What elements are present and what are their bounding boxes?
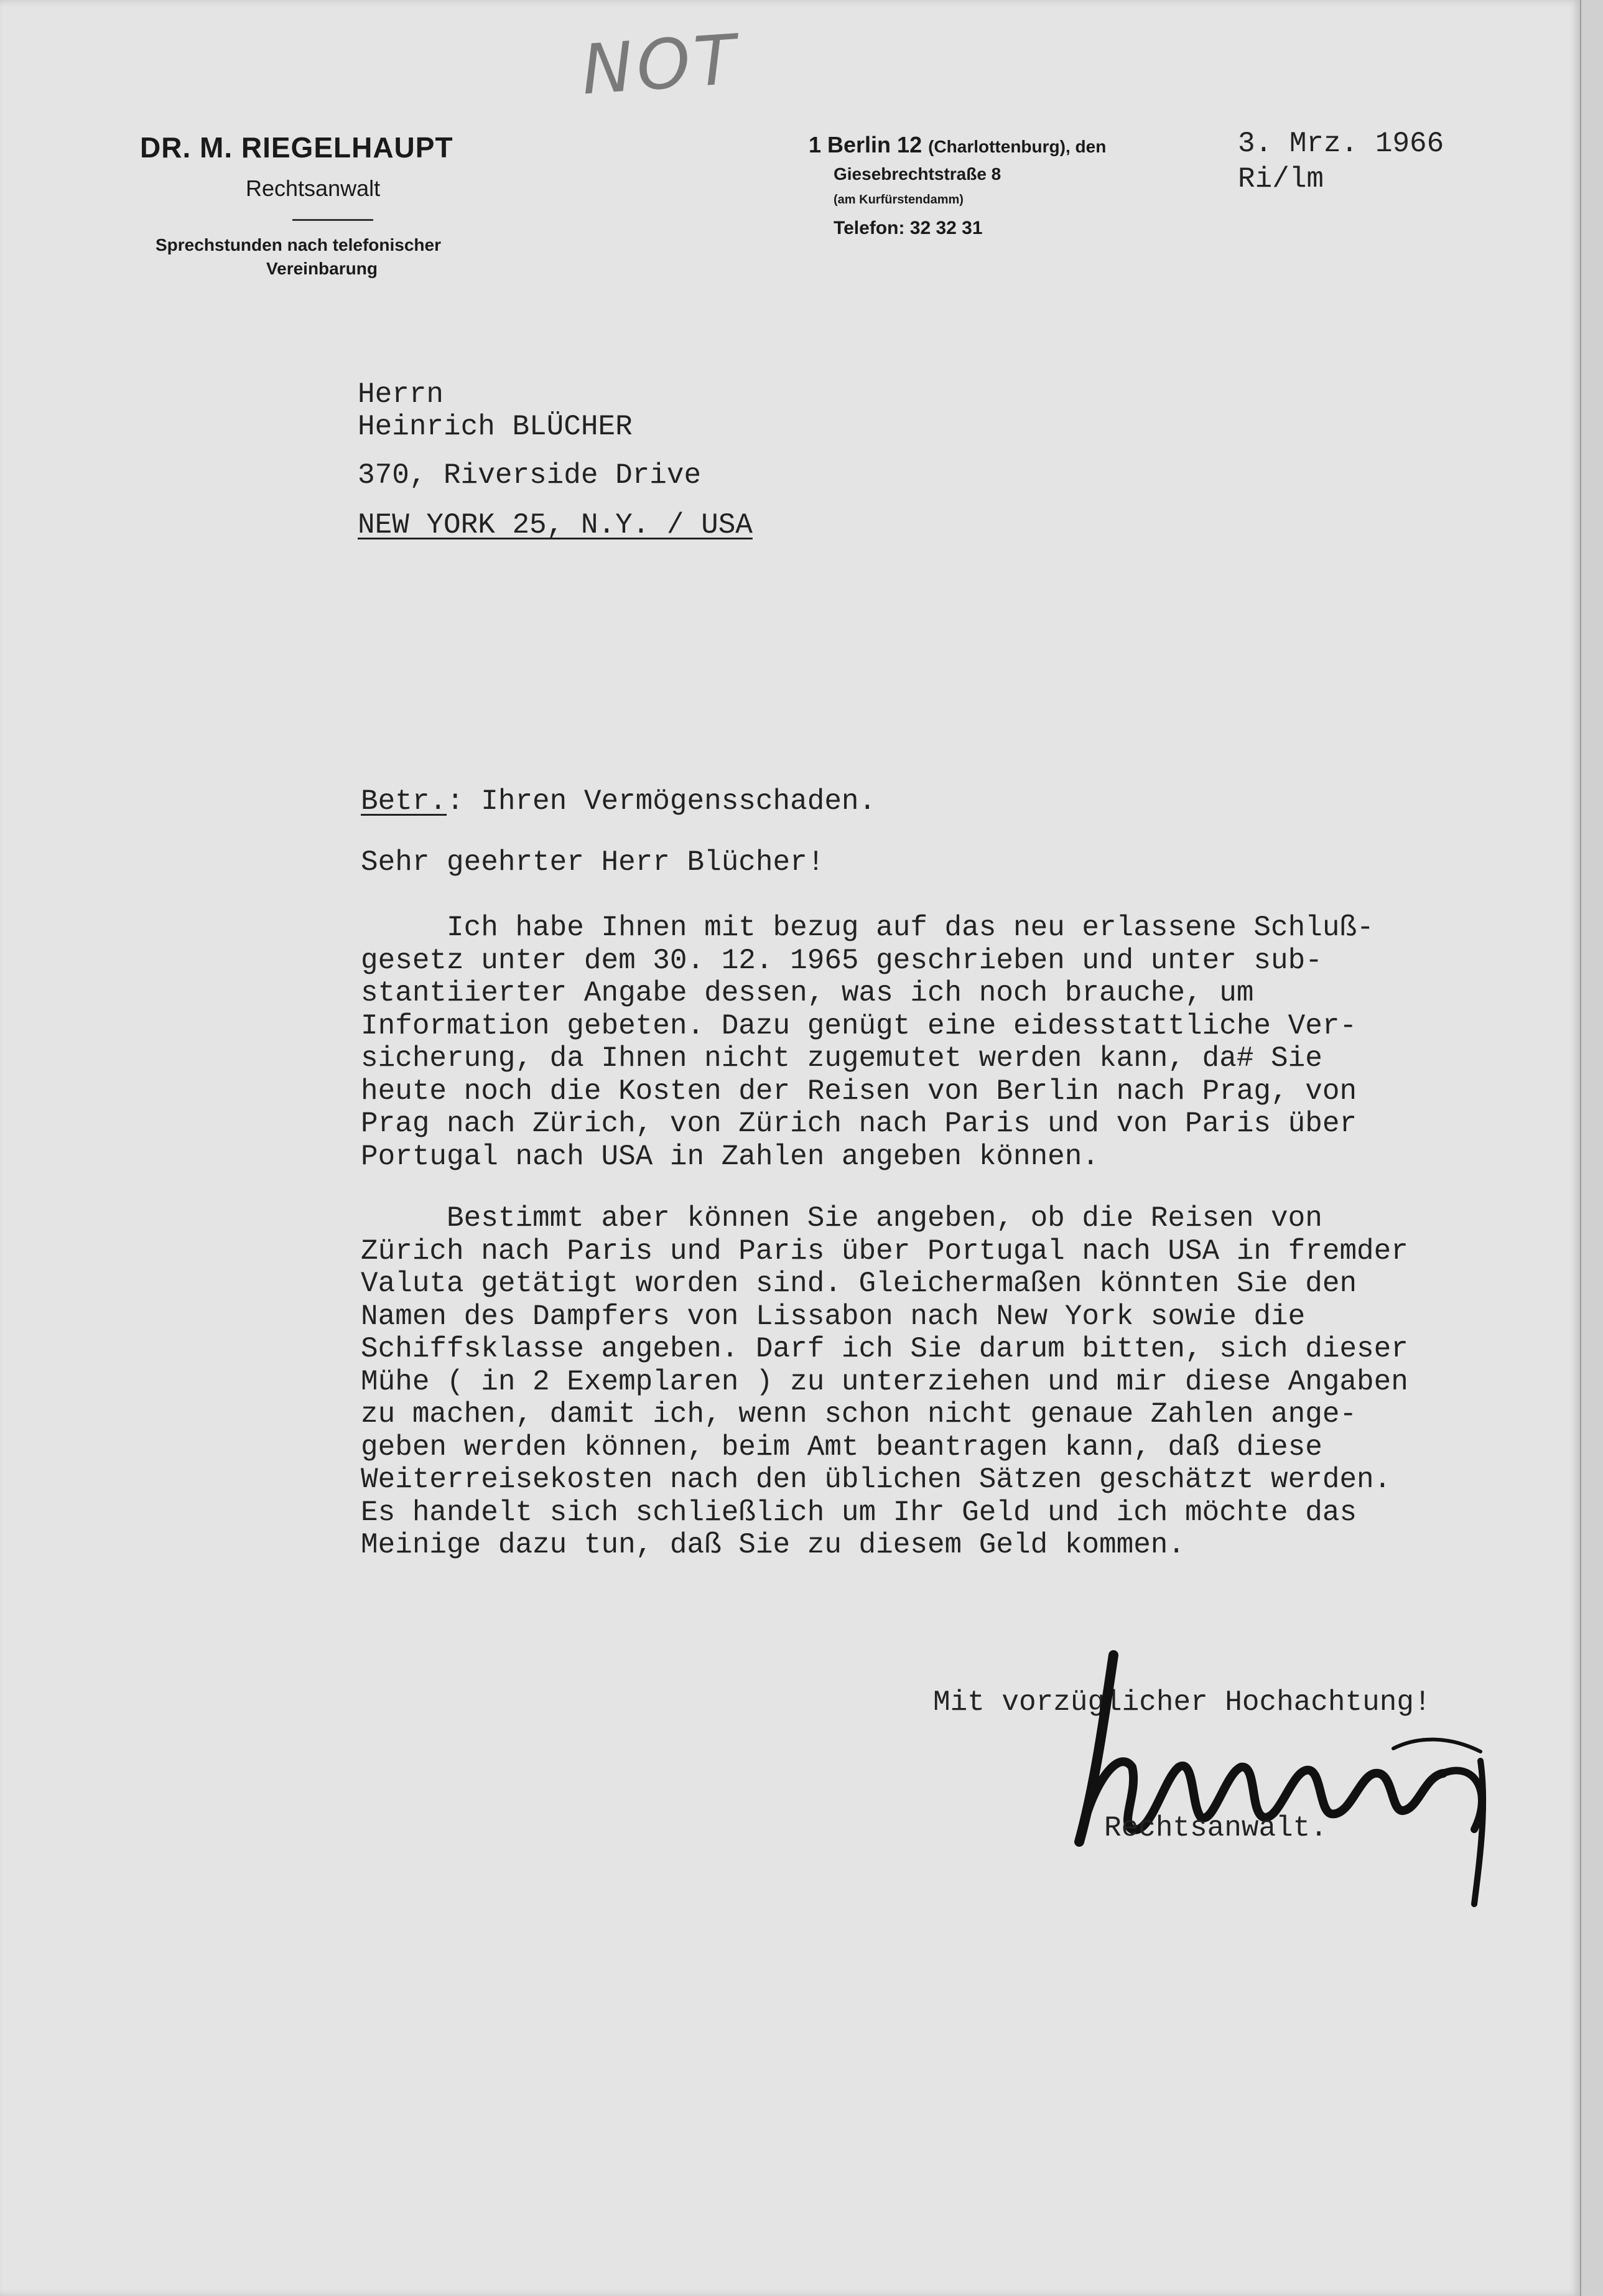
- paragraph-line: Schiffsklasse angeben. Darf ich Sie darum bitten, sich dieser: [361, 1333, 1408, 1365]
- paragraph-line: Es handelt sich schließlich um Ihr Geld und ich möchte das: [361, 1496, 1357, 1529]
- recipient-salutation: Herrn: [358, 378, 444, 411]
- page-edge: [1580, 0, 1603, 2296]
- greeting: Sehr geehrter Herr Blücher!: [361, 846, 825, 879]
- paragraph-line: heute noch die Kosten der Reisen von Berlin nach Prag, von: [361, 1075, 1357, 1108]
- letterhead-divider: [292, 219, 373, 221]
- paragraph-line: geben werden können, beim Amt beantragen kann, daß diese: [361, 1430, 1322, 1463]
- recipient-city: NEW YORK 25, N.Y. / USA: [358, 509, 753, 541]
- handwritten-annotation: NOT: [578, 19, 743, 110]
- paragraph-line: Information gebeten. Dazu genügt eine eidesstattliche Ver-: [361, 1009, 1357, 1042]
- handwritten-signature: [1045, 1643, 1543, 1923]
- paragraph-line: Portugal nach USA in Zahlen angeben können.: [361, 1140, 1099, 1173]
- paragraph-line: Bestimmt aber können Sie angeben, ob die Reisen von: [361, 1202, 1322, 1234]
- paragraph-line: Prag nach Zürich, von Zürich nach Paris und von Paris über: [361, 1108, 1357, 1140]
- sender-district: (Charlottenburg), den: [928, 137, 1107, 156]
- letterhead-hours-line1: Sprechstunden nach telefonischer: [156, 235, 441, 254]
- paragraph-line: gesetz unter dem 30. 12. 1965 geschrieben und unter sub-: [361, 944, 1322, 977]
- paragraph-line: sicherung, da Ihnen nicht zugemutet werden kann, da# Sie: [361, 1042, 1322, 1075]
- sender-city-line: [809, 132, 1106, 158]
- paragraph-line: Namen des Dampfers von Lissabon nach New York sowie die: [361, 1300, 1306, 1333]
- paragraph-line: Meinige dazu tun, daß Sie zu diesem Geld kommen.: [361, 1529, 1186, 1561]
- letterhead-title: Rechtsanwalt: [246, 175, 381, 201]
- paragraph-line: Valuta getätigt worden sind. Gleichermaßen könnten Sie den: [361, 1267, 1357, 1300]
- reference-code: Ri/lm: [1238, 163, 1324, 195]
- recipient-name: Heinrich BLÜCHER: [358, 411, 633, 443]
- paragraph-line: Weiterreisekosten nach den üblichen Sätzen geschätzt werden.: [361, 1463, 1392, 1496]
- paragraph-line: Zürich nach Paris und Paris über Portugal nach USA in fremder: [361, 1234, 1408, 1267]
- letterhead-hours-line2: Vereinbarung: [266, 259, 378, 278]
- paragraph-line: Ich habe Ihnen mit bezug auf das neu erlassene Schluß-: [361, 912, 1374, 944]
- signer-title: Rechtsanwalt.: [1104, 1812, 1327, 1844]
- paragraph-line: Mühe ( in 2 Exemplaren ) zu unterziehen und mir diese Angaben: [361, 1365, 1408, 1398]
- subject-label: Betr.: [361, 785, 447, 818]
- sender-address-note: (am Kurfürstendamm): [834, 193, 964, 207]
- letter-date: 3. Mrz. 1966: [1238, 128, 1444, 160]
- letterhead-name: DR. M. RIEGELHAUPT: [140, 131, 453, 164]
- subject-text: : Ihren Vermögensschaden.: [447, 785, 876, 818]
- paragraph-line: stantiierter Angabe dessen, was ich noch brauche, um: [361, 977, 1254, 1009]
- sender-phone: Telefon: 32 32 31: [834, 218, 983, 238]
- sender-street: Giesebrechtstraße 8: [834, 164, 1001, 184]
- paragraph-line: zu machen, damit ich, wenn schon nicht genaue Zahlen ange-: [361, 1398, 1357, 1430]
- recipient-street: 370, Riverside Drive: [358, 459, 702, 492]
- paragraph-2: [361, 1202, 1408, 1562]
- closing: Mit vorzüglicher Hochachtung!: [933, 1686, 1431, 1719]
- paragraph-1: [361, 912, 1374, 1173]
- subject-line: [361, 785, 876, 818]
- sender-city: 1 Berlin 12: [809, 132, 922, 157]
